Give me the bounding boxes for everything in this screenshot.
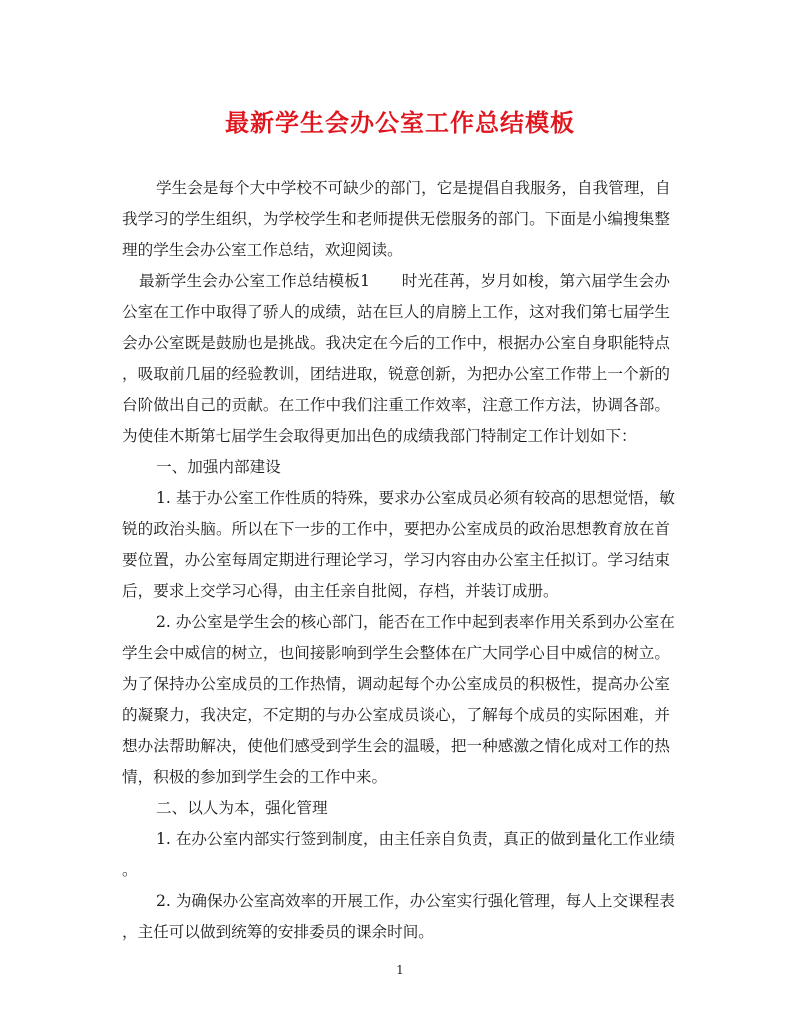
paragraph-line: 锐的政治头脑。所以在下一步的工作中，要把办公室成员的政治思想教育放在首 [122, 520, 670, 538]
paragraph-line: 后，要求上交学习心得，由主任亲自批阅，存档，并装订成册。 [122, 582, 559, 600]
paragraph-line: 为使佳木斯第七届学生会取得更加出色的成绩我部门特制定工作计划如下： [122, 427, 637, 445]
page-number: 1 [396, 963, 404, 977]
paragraph-line: 要位置，办公室每周定期进行理论学习，学习内容由办公室主任拟订。学习结束 [122, 551, 670, 569]
paragraph-line: 最新学生会办公室工作总结模板1 时光荏苒，岁月如梭，第六届学生会办 [139, 272, 670, 290]
paragraph-line: 1. 在办公室内部实行签到制度，由主任亲自负责，真正的做到量化工作业绩 [156, 830, 675, 848]
paragraph-line: 想办法帮助解决，使他们感受到学生会的温暖，把一种感激之情化成对工作的热 [122, 737, 670, 755]
document-title: 最新学生会办公室工作总结模板 [225, 109, 575, 137]
paragraph-line: 情，积极的参加到学生会的工作中来。 [122, 768, 388, 786]
paragraph-line: 台阶做出自己的贡献。在工作中我们注重工作效率，注意工作方法，协调各部。 [122, 396, 670, 414]
paragraph-line: 。 [122, 861, 138, 879]
paragraph-line: 我学习的学生组织，为学校学生和老师提供无偿服务的部门。下面是小编搜集整 [122, 210, 670, 228]
paragraph-line: 为了保持办公室成员的工作热情，调动起每个办公室成员的积极性，提高办公室 [122, 675, 670, 693]
paragraph-line: 学生会中威信的树立，也间接影响到学生会整体在广大同学心目中威信的树立。 [122, 644, 670, 662]
paragraph-line: 2. 办公室是学生会的核心部门，能否在工作中起到表率作用关系到办公室在 [156, 613, 675, 631]
paragraph-line: 理的学生会办公室工作总结，欢迎阅读。 [122, 241, 403, 259]
paragraph-line: ，吸取前几届的经验教训，团结进取，锐意创新，为把办公室工作带上一个新的 [122, 365, 670, 383]
section-heading: 一、加强内部建设 [156, 458, 281, 476]
paragraph-line: 1. 基于办公室工作性质的特殊，要求办公室成员必须有较高的思想觉悟，敏 [156, 489, 675, 507]
paragraph-line: 公室在工作中取得了骄人的成绩，站在巨人的肩膀上工作，这对我们第七届学生 [122, 303, 670, 321]
paragraph-line: ，主任可以做到统筹的安排委员的课余时间。 [122, 923, 434, 941]
paragraph-line: 的凝聚力，我决定，不定期的与办公室成员谈心，了解每个成员的实际困难，并 [122, 706, 670, 724]
paragraph-line: 会办公室既是鼓励也是挑战。我决定在今后的工作中，根据办公室自身职能特点 [122, 334, 670, 352]
section-heading: 二、以人为本，强化管理 [156, 799, 328, 817]
paragraph-line: 2. 为确保办公室高效率的开展工作，办公室实行强化管理，每人上交课程表 [156, 892, 675, 910]
paragraph-line: 学生会是每个大中学校不可缺少的部门，它是提倡自我服务，自我管理，自 [156, 179, 671, 197]
